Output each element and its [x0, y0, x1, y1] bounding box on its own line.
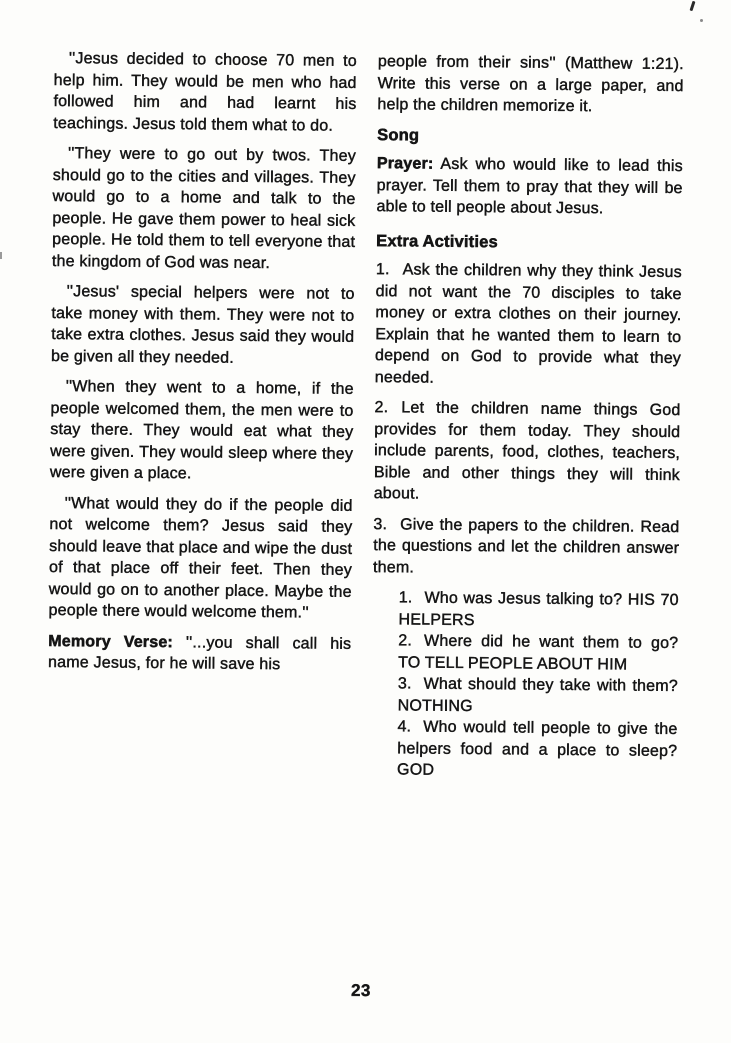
- scan-artifact: [700, 19, 703, 22]
- left-column: [45, 48, 357, 1011]
- question-text: Who would tell people to give the helpers food and a place to sleep? GOD: [397, 718, 678, 779]
- question-text: Where did he want them to go? TO TELL PEOPLE ABOUT HIM: [398, 632, 679, 674]
- story-paragraph: ''Jesus' special helpers were not to take money with them. They were not to take extra clothes. Jesus said they would be given all they needed.: [50, 283, 355, 367]
- story-paragraph: ''What would they do if the people did not welcome them? Jesus said they should leave that place and wipe the dust of that place off their feet. Then they would go on to another place. Maybe the people there would welcome them.'': [48, 494, 353, 622]
- story-paragraph: ''They were to go out by twos. They should go to the cities and villages. They would go to a home and talk to the people. He gave them power to heal sick people. He told them to tell everyone that the kingdom of God was near.: [51, 145, 357, 272]
- activity-text: Give the papers to the children. Read the questions and let the children answer them.: [372, 515, 680, 576]
- question-item: [398, 673, 678, 719]
- question-item: [398, 587, 678, 633]
- song-heading: Song: [377, 125, 420, 145]
- activity-number: 2.: [374, 399, 389, 417]
- activity-number: 3.: [373, 515, 388, 533]
- question-number: 2.: [398, 632, 413, 650]
- extra-activities-heading: Extra Activities: [376, 231, 499, 251]
- question-text: What should they take with them? NOTHING: [397, 675, 678, 715]
- story-paragraph: ''Jesus decided to choose 70 men to help him. They would be men who had followed him and had learnt his teachings. Jesus told them what to do.: [53, 50, 357, 135]
- memory-verse-label: Memory Verse:: [48, 632, 174, 651]
- prayer-paragraph: [376, 153, 683, 220]
- memory-verse-text: ''...you shall call his name Jesus, for he will save his: [48, 633, 352, 674]
- activity-item: [373, 514, 680, 581]
- right-column: [369, 51, 684, 1014]
- question-number: 3.: [397, 675, 412, 693]
- question-item: [398, 630, 678, 676]
- prayer-label: Prayer:: [376, 155, 434, 173]
- question-text: Who was Jesus talking to? HIS 70 HELPERS: [398, 589, 679, 629]
- story-paragraph: ''When they went to a home, if the people welcomed them, the men were to stay there. They would eat what they were given. They would sleep where they were given a place.: [49, 378, 354, 483]
- scan-artifact: [690, 1, 696, 11]
- page-content: [45, 48, 686, 1014]
- page-number: 23: [350, 980, 372, 1001]
- question-item: [397, 716, 678, 783]
- memory-verse-paragraph: [48, 630, 351, 676]
- activity-item: [374, 397, 681, 507]
- scan-artifact: [0, 252, 2, 259]
- questions-block: [397, 587, 679, 783]
- question-number: 1.: [398, 589, 413, 607]
- activity-text: Let the children name things God provides for them today. They should include parents, food, clothes, teachers, Bible and other things they will think about.: [373, 399, 681, 503]
- prayer-text: Ask who would like to lead this prayer. Tell them to pray that they will be able to tell people about Jesus.: [376, 155, 683, 218]
- memory-verse-continuation: people from their sins'' (Matthew 1:21). Write this verse on a large paper, and help the children memorize it.: [377, 53, 684, 116]
- activity-item: [375, 259, 682, 391]
- activity-text: Ask the children why they think Jesus did not want the 70 disciples to take money or extra clothes on their journey. Explain that he wanted them to learn to depend on God to provide what they needed.: [374, 261, 682, 387]
- activity-number: 1.: [375, 261, 390, 279]
- question-number: 4.: [397, 718, 412, 736]
